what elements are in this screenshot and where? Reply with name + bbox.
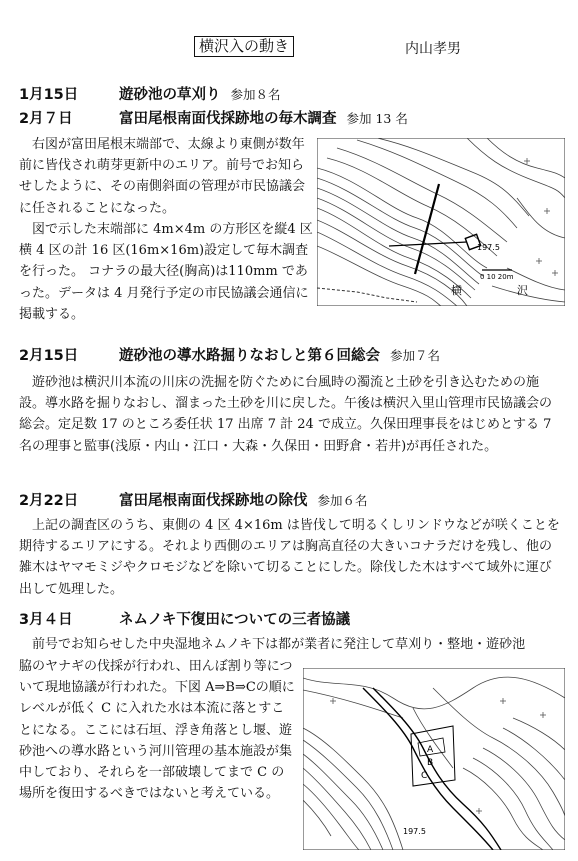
section-date: 2月15日: [19, 348, 79, 364]
section-participants: 参加 13 名: [346, 111, 408, 126]
contour-map-survey-area: [317, 138, 565, 306]
section-paragraph: 脇のヤナギの伐採が行われ、田んぼ割り等について現地協議が行われた。下図 A⇒B⇒Cの順にレベルが低く C に入れた水は本流に落とすことになる。ここには石垣、浮き角落とし堰、遊砂池への導水路という河川管理の基本施設が集中しており、それらを一部破壊してまで C の場所を復田するべきではないと考えている。: [19, 659, 295, 802]
map-elevation-label: 197.5: [477, 243, 500, 252]
article-author: 内山孝男: [405, 41, 461, 57]
section-title: 富田尾根南面伐採跡地の除伐: [119, 493, 308, 509]
section-paragraph: 図で示した末端部に 4m×4m の方形区を縦4 区横 4 区の計 16 区(16m×16m)設定して毎木調査を行った。 コナラの最大径(胸高)は110mm であった。データは 4 月発行予定の市民協議会通信に掲載する。: [19, 222, 313, 322]
section-paragraph: 遊砂池は横沢川本流の川床の洗掘を防ぐために台風時の濁流と土砂を引き込むための施設。導水路を掘りなおし、溜まった土砂を川に戻した。午後は横沢入里山管理市民協議会の総会。定足数 17 のところ委任状 17 出席 7 計 24 で成立。久保田理事長をはじめとする 7 名の理事と監事(浅原・内山・江口・大森・久保田・田野倉・若井)が再任された。: [19, 375, 553, 454]
section-heading: [19, 86, 281, 104]
section-date: 2月７日: [19, 111, 73, 127]
section-date: 2月22日: [19, 493, 79, 509]
section-date: 3月４日: [19, 612, 73, 628]
section-participants: 参加７名: [390, 348, 441, 363]
map-scale-label: 0 10 20m: [480, 273, 514, 281]
field-label-c: C: [421, 771, 428, 781]
section-heading: [19, 347, 440, 365]
contour-map-rice-field: [303, 668, 565, 850]
section-paragraph: 右図が富田尾根末端部で、太線より東側が数年前に皆伐され萌芽更新中のエリア。前号でお知らせしたように、その南側斜面の管理が市民協議会に任されることになった。: [19, 137, 306, 216]
section-title: ネムノキ下復田についての三者協議: [119, 612, 351, 628]
field-label-b: B: [427, 758, 434, 768]
section-title: 遊砂池の導水路掘りなおしと第６回総会: [119, 348, 380, 364]
contour-map-drawing: [303, 668, 565, 850]
section-paragraph: 上記の調査区のうち、東側の 4 区 4×16m は皆伐して明るくしリンドウなどが咲くことを期待するエリアにする。それより西側のエリアは胸高直径の大きいコナラだけを残し、他の雑木はヤマモミジやクロモジなどを除いて切ることにした。除伐した木はすべて域外に運び出して処理した。: [19, 518, 560, 597]
map-place-label: 横: [451, 284, 462, 297]
section-heading: [19, 492, 368, 510]
contour-map-drawing: [317, 138, 565, 306]
article-title: 横沢入の動き: [194, 36, 294, 57]
section-heading: [19, 110, 408, 128]
section-paragraph: 前号でお知らせした中央湿地ネムノキ下は都が業者に発注して草刈り・整地・遊砂池: [19, 637, 526, 652]
section-title: 富田尾根南面伐採跡地の毎木調査: [119, 111, 337, 127]
section-title: 遊砂池の草刈り: [119, 87, 221, 103]
map-elevation-label: 197.5: [403, 827, 426, 836]
field-label-a: A: [427, 745, 434, 755]
section-participants: 参加６名: [317, 493, 368, 508]
section-date: 1月15日: [19, 87, 79, 103]
map-place-label: 沢: [517, 284, 528, 297]
section-heading: [19, 611, 350, 629]
section-participants: 参加８名: [230, 87, 281, 102]
